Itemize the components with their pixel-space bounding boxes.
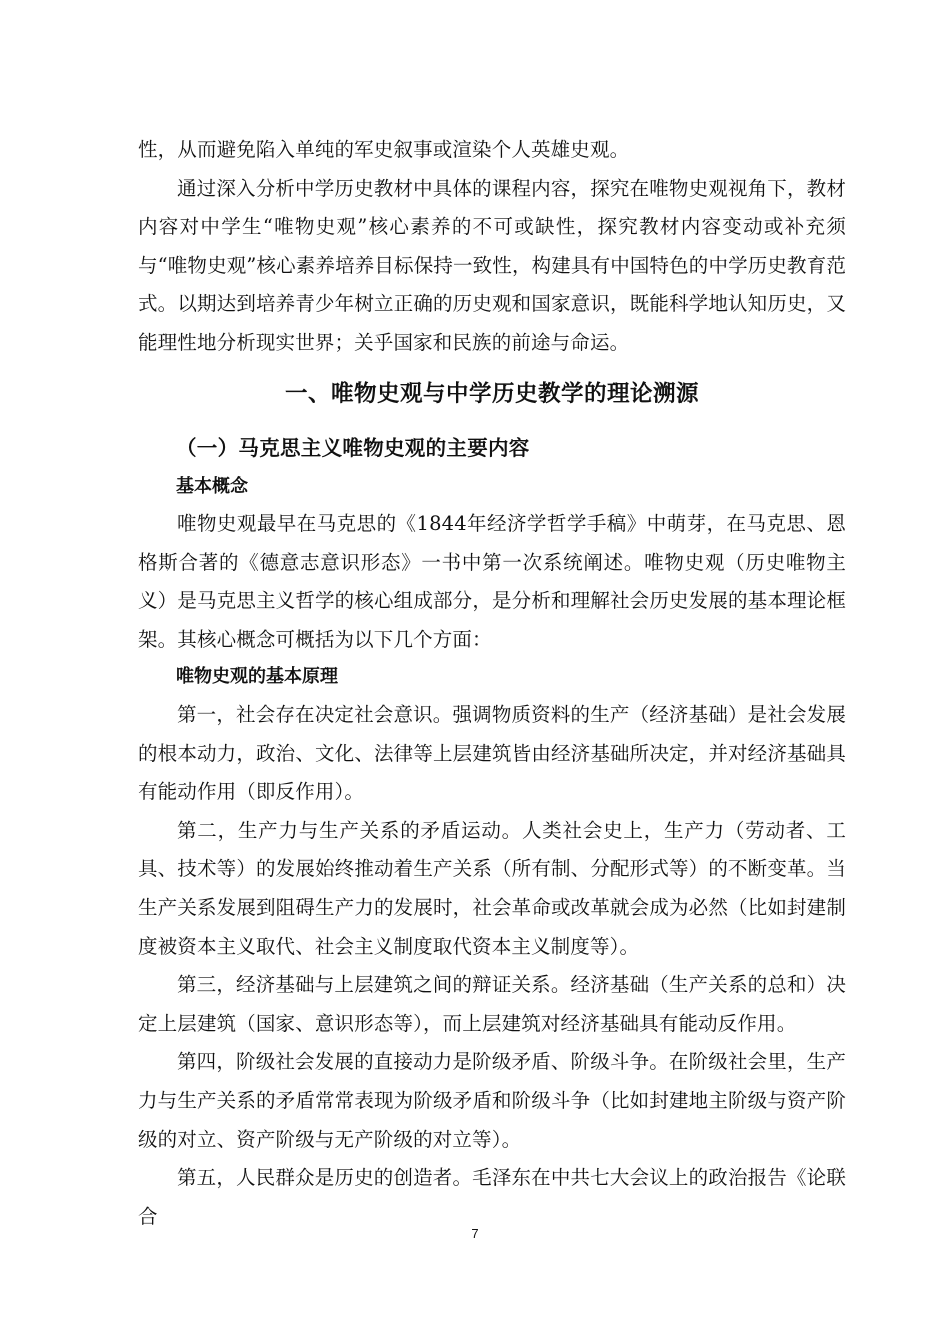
principles-heading: 唯物史观的基本原理 — [176, 666, 338, 687]
principle-paragraph-4: 第四，阶级社会发展的直接动力是阶级矛盾、阶级斗争。在阶级社会里，生产力与生产关系的矛盾常常表现为阶级矛盾和阶级斗争（比如封建地主阶级与资产阶级的对立、资产阶级与无产阶级的对立等）。 — [138, 1050, 846, 1151]
concepts-block — [138, 505, 846, 659]
principle-paragraph-2: 第二，生产力与生产关系的矛盾运动。人类社会史上，生产力（劳动者、工具、技术等）的发展始终推动着生产关系（所有制、分配形式等）的不断变革。当生产关系发展到阻碍生产力的发展时，社会革命或改革就会成为必然（比如封建制度被资本主义取代、社会主义制度取代资本主义制度等）。 — [138, 818, 846, 958]
section-heading: 一、唯物史观与中学历史教学的理论溯源 — [284, 381, 699, 407]
subsection-heading: （一）马克思主义唯物史观的主要内容 — [176, 436, 530, 460]
page-number: 7 — [471, 1226, 479, 1241]
concepts-paragraph: 唯物史观最早在马克思的《1844年经济学哲学手稿》中萌芽，在马克思、恩格斯合著的《德意志意识形态》一书中第一次系统阐述。唯物史观（历史唯物主义）是马克思主义哲学的核心组成部分，是分析和理解社会历史发展的基本理论框架。其核心概念可概括为以下几个方面： — [138, 512, 846, 651]
intro-paragraph: 通过深入分析中学历史教材中具体的课程内容，探究在唯物史观视角下，教材内容对中学生“唯物史观”核心素养的不可或缺性，探究教材内容变动或补充须与“唯物史观”核心素养培养目标保持一致性，构建具有中国特色的中学历史教育范式。以期达到培养青少年树立正确的历史观和国家意识，既能科学地认知历史，又能理性地分析现实世界；关乎国家和民族的前途与命运。 — [138, 176, 846, 354]
principle-paragraph-3: 第三，经济基础与上层建筑之间的辩证关系。经济基础（生产关系的总和）决定上层建筑（国家、意识形态等），而上层建筑对经济基础具有能动反作用。 — [138, 973, 846, 1035]
principle-paragraph-1: 第一，社会存在决定社会意识。强调物质资料的生产（经济基础）是社会发展的根本动力，政治、文化、法律等上层建筑皆由经济基础所决定，并对经济基础具有能动作用（即反作用）。 — [138, 703, 846, 804]
principle-paragraph-5: 第五，人民群众是历史的创造者。毛泽东在中共七大会议上的政治报告《论联合 — [138, 1166, 846, 1228]
intro-block — [138, 131, 846, 363]
basic-concepts-heading: 基本概念 — [176, 476, 248, 497]
intro-continuation-paragraph: 性，从而避免陷入单纯的军史叙事或渲染个人英雄史观。 — [138, 138, 630, 161]
principles-block — [138, 696, 846, 1236]
